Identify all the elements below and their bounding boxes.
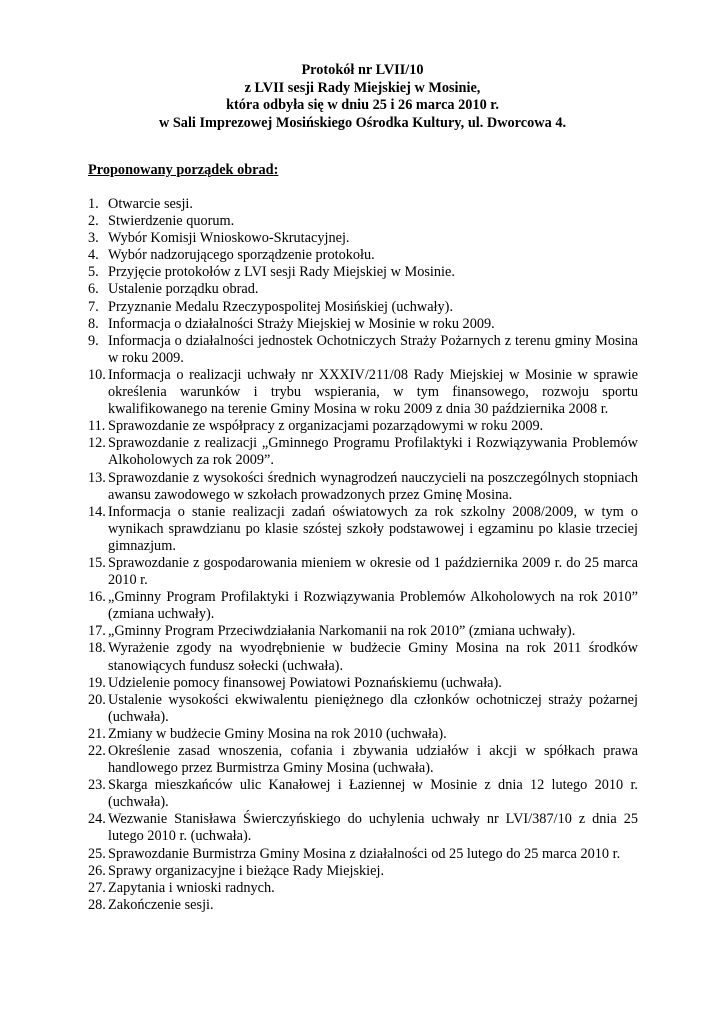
venue-line: w Sali Imprezowej Mosińskiego Ośrodka Kultury, ul. Dworcowa 4. — [158, 114, 567, 131]
agenda-item — [88, 264, 638, 281]
session-line: z LVII sesji Rady Miejskiej w Mosinie, — [244, 79, 481, 96]
agenda-item-text: Sprawozdanie z realizacji „Gminnego Programu Profilaktyki i Rozwiązywania Problemów Alkoholowych za rok 2009”. — [108, 435, 638, 469]
agenda-item-text: Sprawozdanie z wysokości średnich wynagrodzeń nauczycieli na poszczególnych stopniach awansu zawodowego w szkołach prowadzonych przez Gminę Mosina. — [108, 469, 638, 503]
agenda-item-number: 16. — [88, 589, 106, 606]
agenda-item-text: Wybór Komisji Wnioskowo-Skrutacyjnej. — [108, 230, 350, 247]
agenda-item — [88, 299, 638, 316]
agenda-item-text: Sprawozdanie Burmistrza Gminy Mosina z działalności od 25 lutego do 25 marca 2010 r. — [108, 845, 621, 862]
agenda-item-text: Ustalenie porządku obrad. — [108, 281, 259, 298]
agenda-item-number: 24. — [88, 811, 106, 828]
agenda-heading-colon: : — [273, 162, 279, 178]
agenda-item — [88, 247, 638, 264]
agenda-item-text: Zakończenie sesji. — [108, 896, 214, 913]
agenda-item-text: Określenie zasad wnoszenia, cofania i zbywania udziałów i akcji w spółkach prawa handlowego przez Burmistrza Gminy Mosina (uchwała). — [108, 743, 638, 777]
agenda-item-text: Informacja o realizacji uchwały nr XXXIV/211/08 Rady Miejskiej w Mosinie w sprawie określenia warunków i trybu wspierania, w tym finansowego, rozwoju sportu kwalifikowanego na terenie Gminy Mosina w roku 2009 z dnia 30 października 2008 r. — [108, 366, 638, 418]
agenda-item — [88, 281, 638, 298]
agenda-item-text: Sprawozdanie ze współpracy z organizacjami pozarządowymi w roku 2009. — [108, 418, 544, 435]
agenda-item — [88, 777, 638, 811]
agenda-item — [88, 213, 638, 230]
agenda-item-number: 23. — [88, 777, 106, 794]
agenda-heading — [88, 162, 278, 180]
agenda-item-number: 3. — [88, 230, 99, 247]
agenda-item-number: 6. — [88, 281, 99, 298]
agenda-list — [88, 196, 638, 914]
agenda-item — [88, 435, 638, 469]
agenda-item — [88, 555, 638, 589]
agenda-item — [88, 863, 638, 880]
agenda-item — [88, 504, 638, 555]
agenda-item — [88, 589, 638, 623]
agenda-item-text: Otwarcie sesji. — [108, 196, 193, 212]
agenda-item-number: 18. — [88, 640, 106, 657]
agenda-item-number: 14. — [88, 503, 106, 520]
agenda-item — [88, 623, 638, 640]
agenda-item — [88, 726, 638, 743]
agenda-item-text: Informacja o działalności Straży Miejskiej w Mosinie w roku 2009. — [108, 315, 495, 332]
agenda-item-text: Sprawy organizacyjne i bieżące Rady Miejskiej. — [108, 862, 385, 879]
agenda-item-number: 12. — [88, 435, 106, 452]
agenda-item — [88, 692, 638, 726]
agenda-item — [88, 196, 638, 213]
agenda-item — [88, 418, 638, 435]
agenda-item-number: 19. — [88, 674, 106, 691]
agenda-item-number: 17. — [88, 623, 106, 640]
agenda-item — [88, 897, 638, 914]
agenda-item-text: Wezwanie Stanisława Świerczyńskiego do uchylenia uchwały nr LVI/387/10 z dnia 25 lutego 2010 r. (uchwała). — [108, 811, 638, 845]
agenda-item — [88, 880, 638, 897]
agenda-item — [88, 230, 638, 247]
agenda-item-text: Ustalenie wysokości ekwiwalentu pieniężnego dla członków ochotniczej straży pożarnej (uchwała). — [108, 691, 638, 725]
agenda-item-text: „Gminny Program Przeciwdziałania Narkomanii na rok 2010” (zmiana uchwały). — [108, 623, 576, 640]
agenda-item-number: 9. — [88, 332, 99, 349]
agenda-item-number: 1. — [88, 196, 99, 212]
agenda-item — [88, 675, 638, 692]
agenda-item-text: Zmiany w budżecie Gminy Mosina na rok 2010 (uchwała). — [108, 725, 447, 742]
agenda-item-number: 27. — [88, 879, 106, 896]
agenda-item-number: 10. — [88, 366, 106, 383]
agenda-item-number: 8. — [88, 315, 99, 332]
agenda-item-number: 20. — [88, 691, 106, 708]
agenda-item-number: 13. — [88, 469, 106, 486]
agenda-item — [88, 316, 638, 333]
agenda-item-text: Wybór nadzorującego sporządzenie protokołu. — [108, 247, 375, 264]
agenda-item-text: Sprawozdanie z gospodarowania mieniem w okresie od 1 października 2009 r. do 25 marca 2010 r. — [108, 554, 638, 589]
agenda-item-number: 28. — [88, 896, 106, 913]
agenda-item-number: 26. — [88, 862, 106, 879]
agenda-item — [88, 743, 638, 777]
agenda-item-text: Informacja o stanie realizacji zadań oświatowych za rok szkolny 2008/2009, w tym o wynikach sprawdzianu po klasie szóstej szkoły podstawowej i egzaminu po klasie trzeciej gimnazjum. — [108, 503, 638, 554]
agenda-item-text: Informacja o działalności jednostek Ochotniczych Straży Pożarnych z terenu gminy Mosina w roku 2009. — [108, 332, 638, 366]
agenda-item-number: 2. — [88, 213, 99, 230]
agenda-item-text: Udzielenie pomocy finansowej Powiatowi Poznańskiemu (uchwała). — [108, 674, 502, 691]
agenda-item-text: „Gminny Program Profilaktyki i Rozwiązywania Problemów Alkoholowych na rok 2010” (zmiana uchwały). — [108, 589, 638, 623]
agenda-heading-text: Proponowany porządek obrad — [88, 162, 274, 178]
agenda-item-number: 11. — [88, 418, 106, 435]
agenda-item-number: 4. — [88, 247, 99, 264]
agenda-item-text: Zapytania i wnioski radnych. — [108, 879, 275, 896]
agenda-item — [88, 846, 638, 863]
agenda-item-text: Wyrażenie zgody na wyodrębnienie w budżecie Gminy Mosina na rok 2011 środków stanowiących fundusz sołecki (uchwała). — [108, 640, 638, 674]
agenda-item — [88, 333, 638, 367]
agenda-item-number: 22. — [88, 743, 106, 759]
agenda-item — [88, 367, 638, 418]
agenda-item-number: 21. — [88, 725, 106, 742]
agenda-item — [88, 640, 638, 674]
agenda-item-text: Przyjęcie protokołów z LVI sesji Rady Miejskiej w Mosinie. — [108, 264, 455, 281]
agenda-item — [88, 811, 638, 845]
agenda-item-number: 5. — [88, 264, 99, 281]
agenda-item — [88, 470, 638, 504]
agenda-item-text: Przyznanie Medalu Rzeczypospolitej Mosińskiej (uchwały). — [108, 298, 454, 315]
protocol-number: Protokół nr LVII/10 — [301, 62, 424, 78]
agenda-item-number: 15. — [88, 554, 106, 571]
agenda-item-number: 7. — [88, 298, 99, 315]
agenda-item-text: Skarga mieszkańców ulic Kanałowej i Łaziennej w Mosinie z dnia 12 lutego 2010 r. (uchwała). — [108, 777, 638, 811]
date-line: która odbyła się w dniu 25 i 26 marca 2010 r. — [226, 97, 499, 113]
agenda-item-number: 25. — [88, 845, 106, 862]
agenda-item-text: Stwierdzenie quorum. — [108, 213, 235, 230]
document-header — [0, 62, 725, 132]
